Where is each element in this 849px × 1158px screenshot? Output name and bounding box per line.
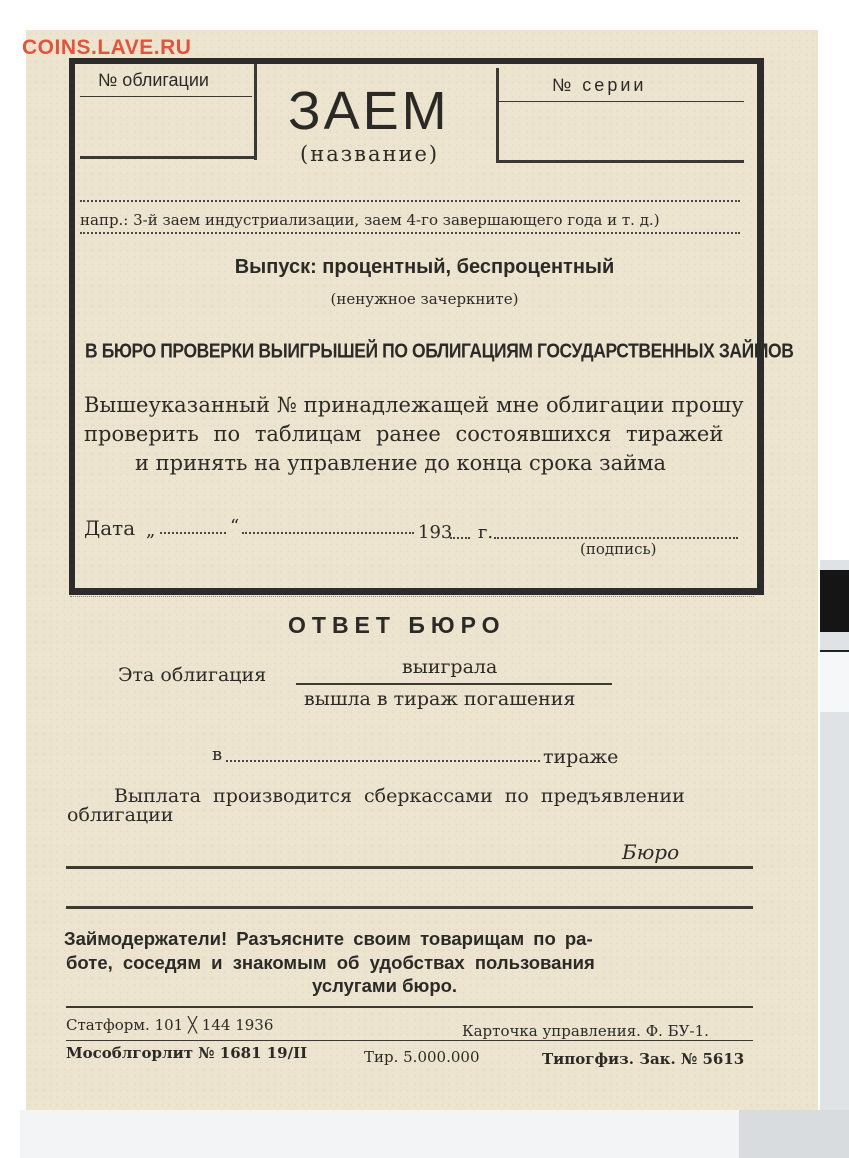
appeal-top-rule xyxy=(66,906,753,909)
signature-label: (подпись) xyxy=(580,540,657,558)
printer-order: Типогфиз. Зак. № 5613 xyxy=(542,1050,745,1068)
print-run: Тир. 5.000.000 xyxy=(364,1048,480,1066)
request-line-3: и принять на управление до конца срока займа xyxy=(135,451,666,475)
bond-number-box-bottom xyxy=(80,156,256,159)
scan-bottom-margin xyxy=(20,1110,849,1158)
year-digit-field[interactable] xyxy=(450,537,470,539)
reply-heading: ОТВЕТ БЮРО xyxy=(288,612,506,638)
series-box-bottom xyxy=(496,160,744,163)
draw-in-label: в xyxy=(212,744,223,765)
request-line-1: Вышеуказанный № принадлежащей мне облигации прошу xyxy=(84,393,744,417)
statform: Статформ. 101 ╳ 144 1936 xyxy=(66,1016,274,1034)
appeal-bottom-rule xyxy=(66,1006,753,1008)
card-type: Карточка управления. Ф. БУ-1. xyxy=(462,1022,709,1040)
mosoblgorlit: Мособлгорлит № 1681 19/II xyxy=(66,1044,308,1062)
addressee-heading: В БЮРО ПРОВЕРКИ ВЫИГРЫШЕЙ ПО ОБЛИГАЦИЯМ ГОСУДАРСТВЕННЫХ ЗАЙМОВ xyxy=(85,339,794,362)
request-line-2: проверить по таблицам ранее состоявшихся тиражей xyxy=(84,422,724,446)
bureau-sign: Бюро xyxy=(622,840,680,864)
option-redeemed[interactable]: вышла в тираж погашения xyxy=(304,688,576,710)
scan-background-strip xyxy=(820,560,849,1158)
appeal-line-3: услугами бюро. xyxy=(312,975,458,996)
date-quote-open: „ xyxy=(146,520,156,541)
date-quote-close: “ xyxy=(230,516,240,537)
appeal-line-1: Займодержатели! Разъясните своим товарищам по ра- xyxy=(64,928,593,949)
footer-rule xyxy=(66,1040,753,1041)
payment-text-line-2: облигации xyxy=(67,804,174,826)
series-box-left xyxy=(496,68,499,162)
strike-note: (ненужное зачеркните) xyxy=(330,290,519,308)
bond-number-label: № облигации xyxy=(98,70,209,90)
loan-name-field[interactable] xyxy=(80,200,740,202)
date-month-field[interactable] xyxy=(242,532,414,534)
option-divider xyxy=(296,683,612,685)
watermark: COINS.LAVE.RU xyxy=(22,36,192,59)
loan-subtitle: (название) xyxy=(300,142,440,166)
loan-name-example: напр.: 3-й заем индустриализации, заем 4-го завершающего года и т. д.) xyxy=(80,211,660,229)
series-divider xyxy=(498,101,744,102)
draw-label: тираже xyxy=(543,746,619,768)
scan-dark-band xyxy=(820,570,849,632)
draw-number-field[interactable] xyxy=(226,760,540,762)
series-label: № серии xyxy=(552,75,647,95)
date-label: Дата xyxy=(84,516,136,540)
bond-number-box-right xyxy=(254,64,257,160)
year-prefix: 193 xyxy=(418,522,453,543)
issue-type: Выпуск: процентный, беспроцентный xyxy=(234,256,615,278)
appeal-line-2: боте, соседям и знакомым об удобствах пользования xyxy=(66,952,595,973)
bond-result-label: Эта облигация xyxy=(118,664,267,686)
date-day-field[interactable] xyxy=(160,532,226,534)
bond-number-divider xyxy=(80,96,252,97)
scan-light-band xyxy=(820,650,849,712)
loan-name-underline xyxy=(80,232,740,234)
year-suffix: г. xyxy=(478,522,494,543)
reply-divider xyxy=(66,866,753,869)
payment-text-line-1: Выплата производится сберкассами по предъявлении xyxy=(114,785,685,807)
loan-title: ЗАЕМ xyxy=(288,81,450,141)
signature-field[interactable] xyxy=(494,537,738,539)
tear-line xyxy=(70,596,754,597)
option-won[interactable]: выиграла xyxy=(402,656,498,678)
